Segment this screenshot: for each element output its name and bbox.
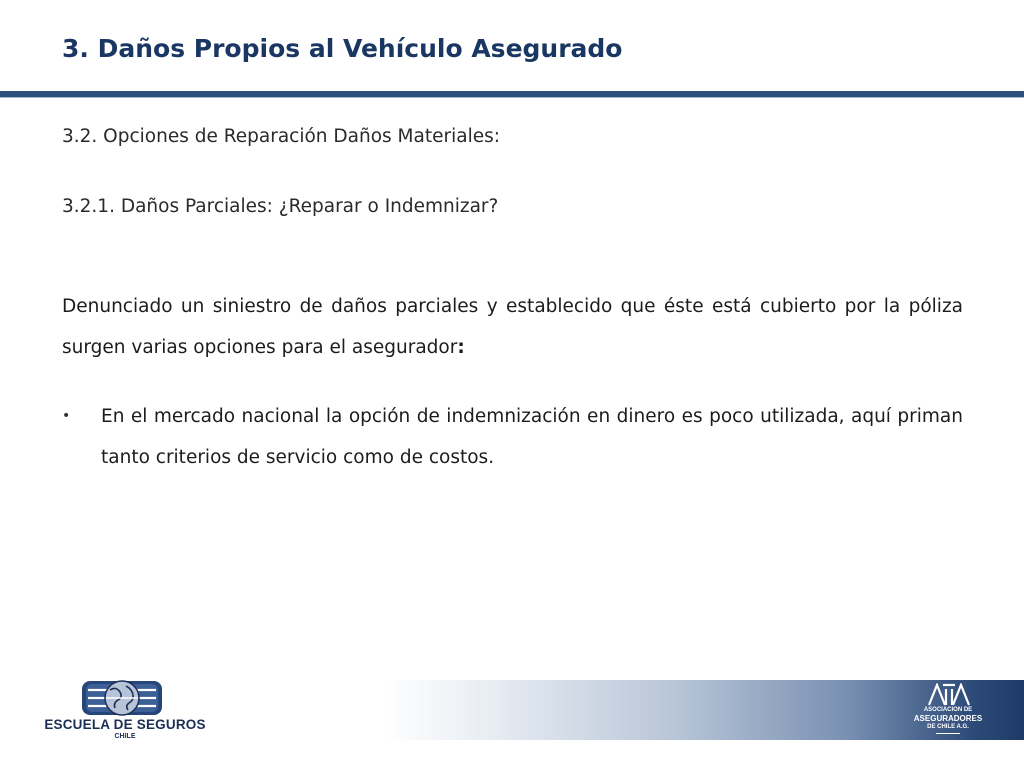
columns-emblem-icon xyxy=(926,683,972,707)
escuela-de-seguros-logo xyxy=(40,678,210,744)
logo-line-2: ASEGURADORES xyxy=(913,714,983,723)
logo-line-3: DE CHILE A.G. xyxy=(927,724,969,730)
logo-country: CHILE xyxy=(114,733,136,740)
globe-ss-emblem-icon xyxy=(82,678,162,718)
slide-title: 3. Daños Propios al Vehículo Asegurado xyxy=(62,34,623,63)
asociacion-aseguradores-logo xyxy=(902,683,994,739)
body-paragraph xyxy=(62,286,963,368)
logo-underline xyxy=(936,733,960,734)
section-heading: 3.2. Opciones de Reparación Daños Materiales: xyxy=(62,126,500,147)
body-paragraph-colon: : xyxy=(457,337,465,358)
title-divider-shadow xyxy=(0,97,1024,98)
body-paragraph-text: Denunciado un siniestro de daños parciales y establecido que éste está cubierto por la póliza surgen varias opciones para el asegurador xyxy=(62,296,963,358)
logo-line-1: ASOCIACION DE xyxy=(923,707,973,713)
subsection-heading: 3.2.1. Daños Parciales: ¿Reparar o Indemnizar? xyxy=(62,196,499,217)
bullet-dot-icon: • xyxy=(62,408,71,424)
logo-name: ESCUELA DE SEGUROS xyxy=(44,717,206,732)
bullet-text: En el mercado nacional la opción de indemnización en dinero es poco utilizada, aquí priman tanto criterios de servicio como de costos. xyxy=(101,406,963,468)
